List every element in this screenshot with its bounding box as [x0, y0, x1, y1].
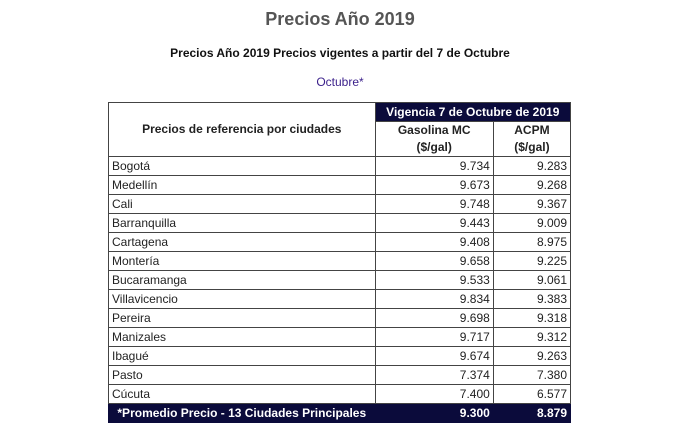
- city-cell: Montería: [109, 252, 376, 271]
- gasolina-cell: 9.673: [375, 176, 493, 195]
- gasolina-cell: 9.443: [375, 214, 493, 233]
- acpm-cell: 9.312: [493, 328, 570, 347]
- acpm-cell: 8.975: [493, 233, 570, 252]
- average-gasolina: 9.300: [375, 404, 493, 423]
- acpm-cell: 9.263: [493, 347, 570, 366]
- city-cell: Cúcuta: [109, 385, 376, 404]
- table-row: [109, 290, 571, 309]
- average-row: [109, 404, 571, 423]
- acpm-column-header: ACPM ($/gal): [493, 122, 570, 157]
- gasolina-cell: 9.734: [375, 157, 493, 176]
- prices-table: [108, 102, 571, 423]
- table-row: [109, 195, 571, 214]
- city-cell: Bogotá: [109, 157, 376, 176]
- city-cell: Manizales: [109, 328, 376, 347]
- gasolina-cell: 9.658: [375, 252, 493, 271]
- table-row: [109, 214, 571, 233]
- table-row: [109, 233, 571, 252]
- gasolina-cell: 9.408: [375, 233, 493, 252]
- acpm-cell: 9.283: [493, 157, 570, 176]
- table-row: [109, 176, 571, 195]
- gasolina-cell: 9.674: [375, 347, 493, 366]
- gasolina-cell: 9.717: [375, 328, 493, 347]
- city-cell: Cali: [109, 195, 376, 214]
- page-subtitle: Precios Año 2019 Precios vigentes a partir del 7 de Octubre: [170, 46, 510, 60]
- average-acpm: 8.879: [493, 404, 570, 423]
- page-title: Precios Año 2019: [265, 9, 415, 29]
- city-cell: Bucaramanga: [109, 271, 376, 290]
- gasolina-cell: 7.400: [375, 385, 493, 404]
- ref-header: Precios de referencia por ciudades: [109, 103, 376, 157]
- acpm-cell: 9.268: [493, 176, 570, 195]
- gasolina-cell: 7.374: [375, 366, 493, 385]
- table-row: [109, 328, 571, 347]
- city-cell: Cartagena: [109, 233, 376, 252]
- city-cell: Barranquilla: [109, 214, 376, 233]
- table-row: [109, 366, 571, 385]
- table-row: [109, 252, 571, 271]
- vigencia-header: Vigencia 7 de Octubre de 2019: [375, 103, 570, 122]
- city-cell: Medellín: [109, 176, 376, 195]
- acpm-cell: 6.577: [493, 385, 570, 404]
- gasolina-cell: 9.834: [375, 290, 493, 309]
- gasolina-cell: 9.698: [375, 309, 493, 328]
- gasolina-cell: 9.533: [375, 271, 493, 290]
- table-row: [109, 347, 571, 366]
- acpm-cell: 9.225: [493, 252, 570, 271]
- acpm-cell: 9.383: [493, 290, 570, 309]
- acpm-cell: 7.380: [493, 366, 570, 385]
- acpm-cell: 9.061: [493, 271, 570, 290]
- acpm-cell: 9.009: [493, 214, 570, 233]
- acpm-cell: 9.318: [493, 309, 570, 328]
- gasolina-column-header: Gasolina MC ($/gal): [375, 122, 493, 157]
- gasolina-cell: 9.748: [375, 195, 493, 214]
- city-cell: Ibagué: [109, 347, 376, 366]
- average-label: *Promedio Precio - 13 Ciudades Principales: [109, 404, 376, 423]
- table-row: [109, 385, 571, 404]
- city-cell: Pasto: [109, 366, 376, 385]
- acpm-cell: 9.367: [493, 195, 570, 214]
- city-cell: Pereira: [109, 309, 376, 328]
- table-row: [109, 157, 571, 176]
- table-row: [109, 271, 571, 290]
- city-cell: Villavicencio: [109, 290, 376, 309]
- table-row: [109, 309, 571, 328]
- month-label: Octubre*: [316, 75, 364, 89]
